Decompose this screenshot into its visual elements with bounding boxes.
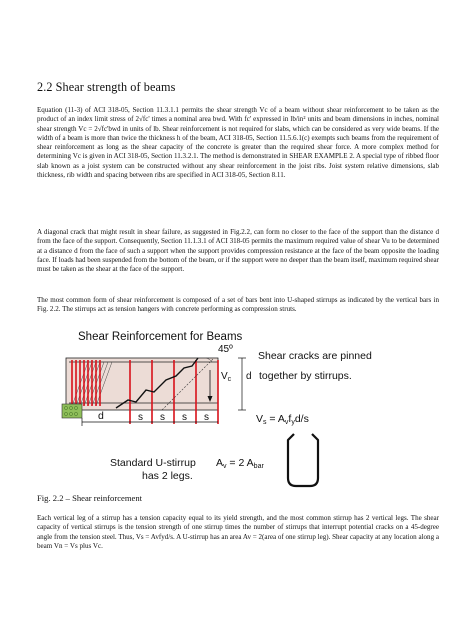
stirrup-caption-2: has 2 legs. [142,470,193,482]
paragraph-stirrups: The most common form of shear reinforcement is composed of a set of bars bent into U-shaped stirrups as indicated by the vertical bars in Fig. 2.2. The stirrups act as tension hangers with concrete performing as compression struts. [37,296,439,314]
stirrup-caption-1: Standard U-stirrup [110,457,196,469]
d-side-label: d [246,371,252,382]
paragraph-shear-strength: Equation (11-3) of ACI 318-05, Section 11.3.1.1 permits the shear strength Vc of a beam without shear reinforcement to be taken as the product of an index limit stress of 2√fc' times a nominal area bwd. With fc' expressed in lb/in² units and beam dimensions in inches, nominal shear strength Vc = 2√fc'bwd in units of lb. Shear reinforcement is not required for slabs, which can be considered as very wide beams. If the width of a beam is more than twice the thickness h of the beam, ACI 318-05, Section 11.5.6.1(c) exempts such beams from the requirement of shear reinforcement as long as the shear capacity of the concrete is greater than the required shear force. A more complex method for determining Vc is given in ACI 318-05, Section 11.3.2.1. The method is demonstrated in SHEAR EXAMPLE 2. A special type of ribbed floor slab known as a joist system can be constructed without any shear reinforcement in the joist ribs. Joist system relative dimensions, slab thickness, rib width and spacing between ribs are specified in ACI 318-05, Section 8.11. [37,106,439,179]
note-line-1: Shear cracks are pinned [258,350,372,362]
spacing-label-1: s [138,412,143,423]
spacing-label-3: s [182,412,187,423]
u-stirrup-icon [288,434,318,486]
spacing-label-2: s [160,412,165,423]
support-block [62,404,82,418]
vs-formula: Vs = Avfyd/s [256,413,309,426]
paragraph-stirrup-capacity: Each vertical leg of a stirrup has a tension capacity equal to its yield strength, and the most common stirrup has 2 vertical legs. The shear capacity of vertical stirrups is the tension strength of one stirrup times the number of stirrups that interrupt potential cracks on a 45-degree angle from the tension steel. Thus, Vs = Avfyd/s. A U-stirrup has an area Av = 2(area of one stirrup leg). Shear capacity at any location along a beam Vn = Vs plus Vc. [37,514,439,550]
angle-label: 45º [218,344,233,355]
vc-label: $V_c$ [221,371,232,383]
spacing-label-4: s [204,412,209,423]
av-formula: Av = 2 Abar [216,457,264,470]
shear-reinforcement-figure [58,328,372,490]
figure-title: Shear Reinforcement for Beams [78,331,243,343]
d-bottom-label: d [98,410,104,422]
figure-caption: Fig. 2.2 – Shear reinforcement [37,493,143,503]
note-line-2: together by stirrups. [259,370,352,382]
paragraph-diagonal-crack: A diagonal crack that might result in shear failure, as suggested in Fig.2.2, can form no closer to the face of the support than the distance d from the face of the support. Consequently, Section 11.1.3.1 of ACI 318-05 permits the maximum required value of shear Vu to be determined at a distance d from the face of such a support when the support provides compression resistance at the face of the beam opposite the loading face. If loads had been suspended from the bottom of the beam, or if the support were no deeper than the beam itself, maximum required shear must be taken as the shear at the face of the support. [37,228,439,273]
section-heading: 2.2 Shear strength of beams [37,80,176,94]
